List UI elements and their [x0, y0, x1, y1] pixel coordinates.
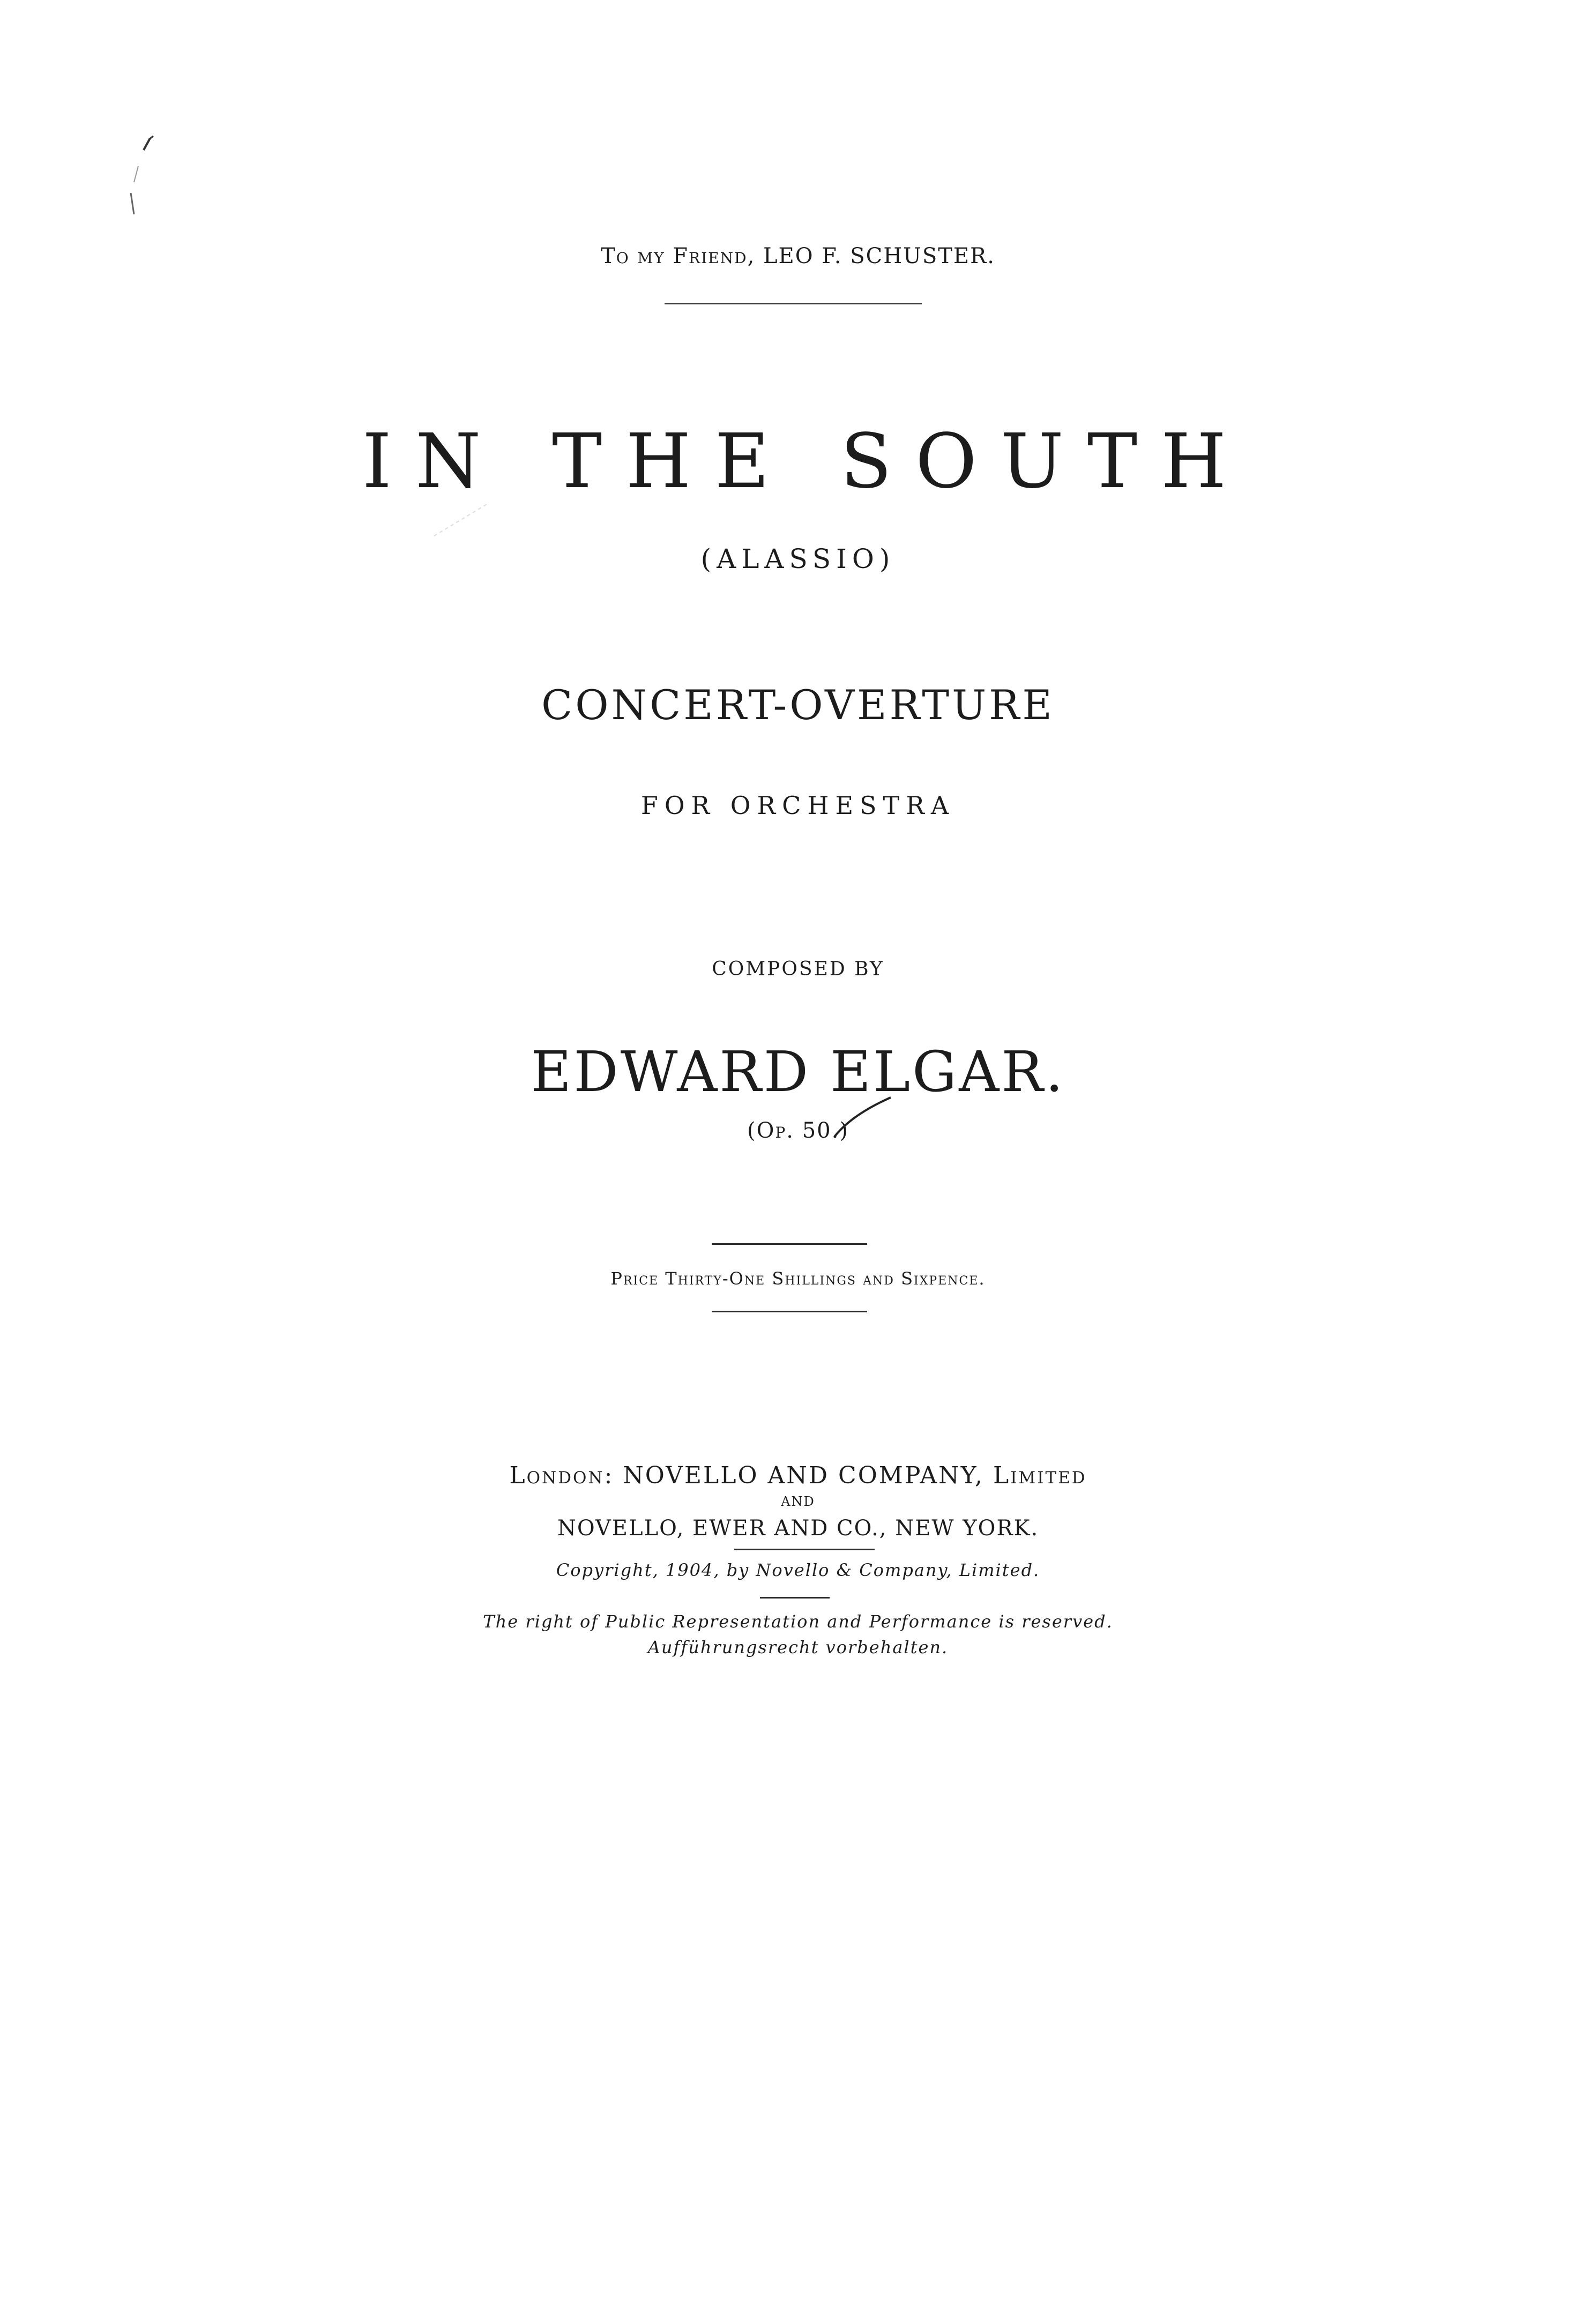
composer-name: EDWARD ELGAR.	[531, 1039, 1065, 1104]
publisher-divider	[734, 1549, 875, 1550]
pencil-mark-icon	[118, 134, 161, 220]
page-title: IN THE SOUTH	[362, 418, 1250, 505]
work-type: CONCERT-OVERTURE	[541, 681, 1055, 729]
price: Price Thirty-One Shillings and Sixpence.	[610, 1268, 986, 1289]
dedication-divider	[665, 303, 922, 304]
subtitle: (ALASSIO)	[700, 543, 896, 574]
composed-by: COMPOSED BY	[712, 958, 884, 980]
opus-number: (Op. 50.)	[747, 1118, 849, 1143]
rights-notice-german: Aufführungsrecht vorbehalten.	[647, 1637, 949, 1657]
copyright-notice: Copyright, 1904, by Novello & Company, Limited.	[556, 1560, 1040, 1580]
price-divider-top	[712, 1243, 867, 1245]
publisher-newyork: NOVELLO, EWER AND CO., NEW YORK.	[557, 1516, 1039, 1541]
pencil-stroke-icon	[831, 1093, 895, 1141]
smudge-mark-icon	[429, 498, 493, 541]
instrumentation: FOR ORCHESTRA	[640, 791, 956, 820]
publisher-and: AND	[781, 1494, 815, 1509]
dedication: To my Friend, LEO F. SCHUSTER.	[601, 244, 995, 268]
rights-notice-english: The right of Public Representation and Performance is reserved.	[483, 1611, 1113, 1632]
publisher-london: London: NOVELLO AND COMPANY, Limited	[509, 1462, 1087, 1489]
price-divider-bottom	[712, 1311, 867, 1312]
copyright-divider	[760, 1597, 830, 1599]
